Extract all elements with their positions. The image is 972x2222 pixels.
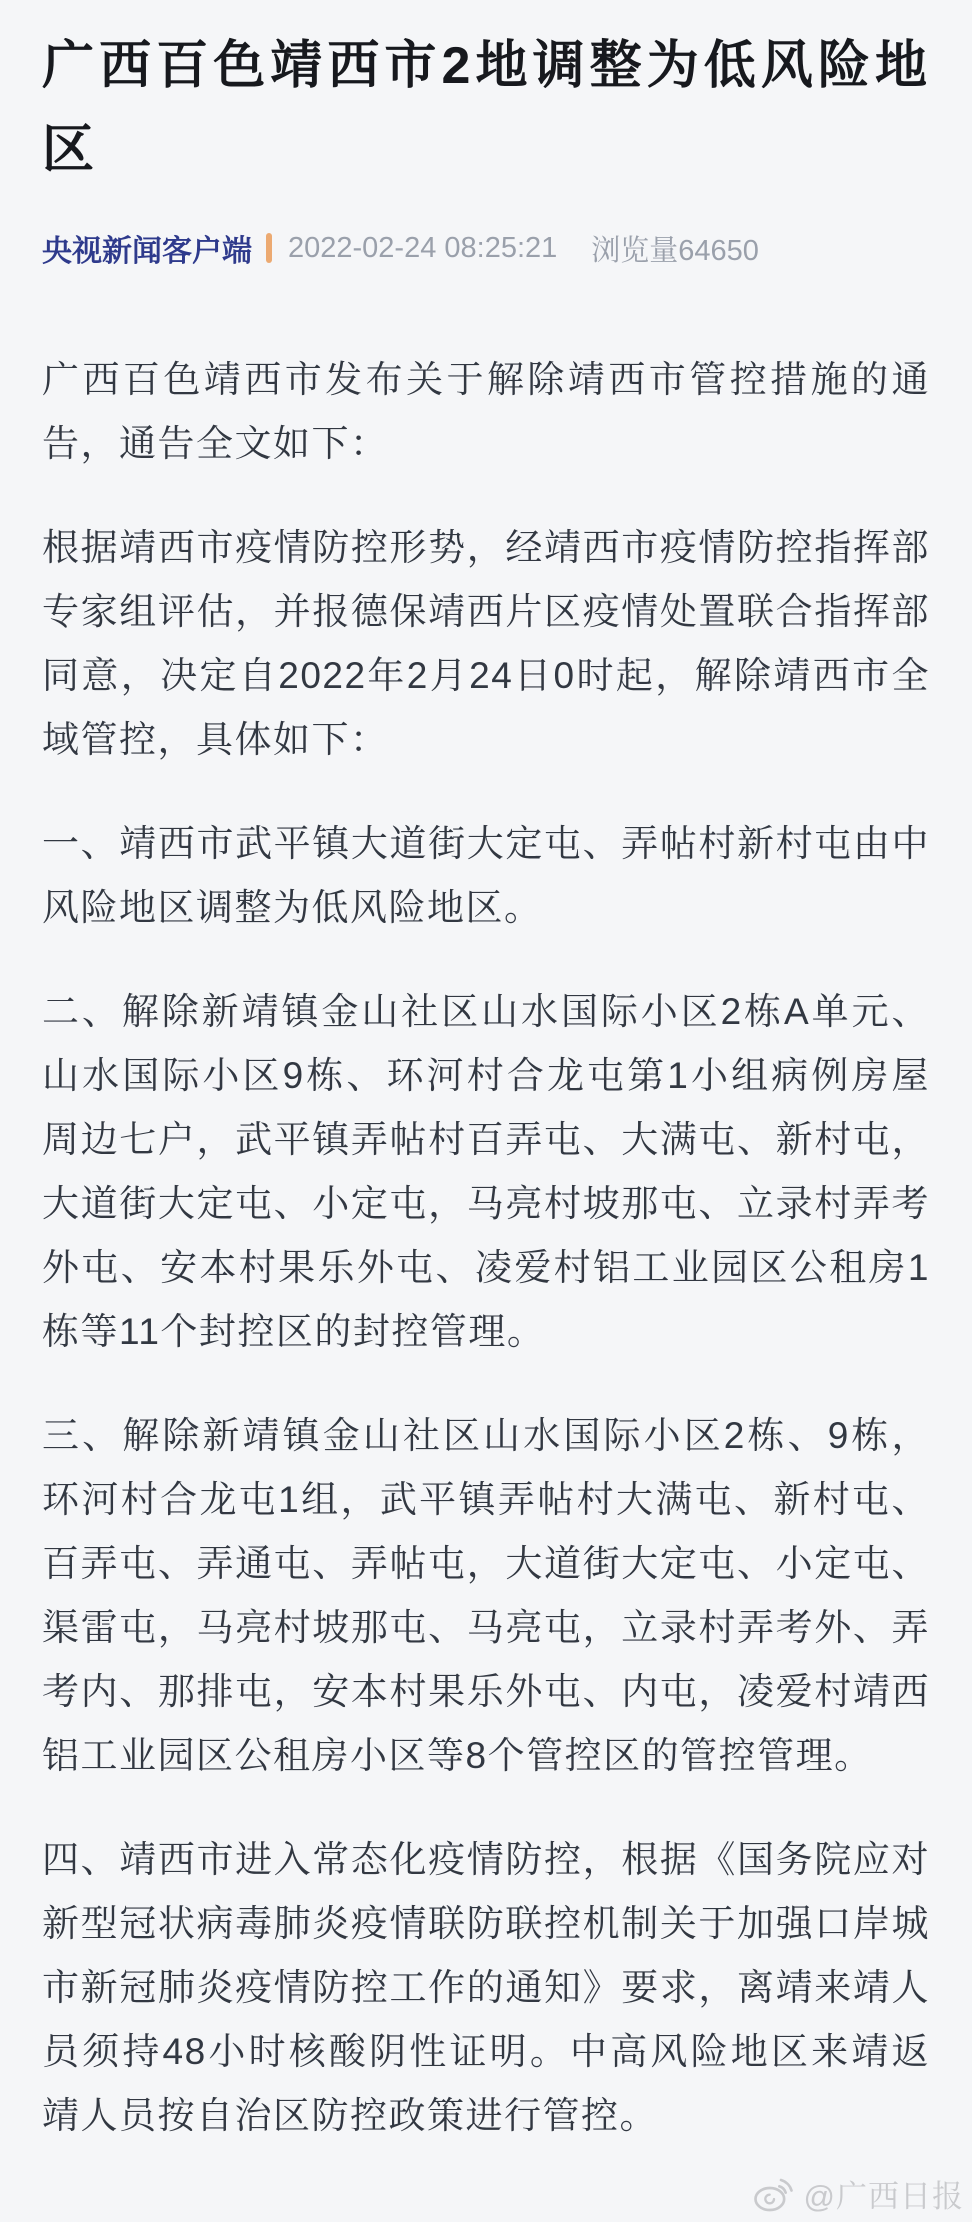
watermark-handle: @广西日报 [803, 2179, 964, 2214]
meta-separator-bar [266, 233, 272, 263]
article-body [42, 348, 930, 2148]
paragraph: 三、解除新靖镇金山社区山水国际小区2栋、9栋，环河村合龙屯1组，武平镇弄帖村大满屯、新村屯、百弄屯、弄通屯、弄帖屯，大道街大定屯、小定屯、渠雷屯，马亮村坡那屯、马亮屯，立录村弄考外、弄考内、那排屯，安本村果乐外屯、内屯，凌爱村靖西铝工业园区公租房小区等8个管控区的管控管理。 [42, 1415, 930, 1776]
article-meta [42, 226, 930, 270]
paragraph: 一、靖西市武平镇大道街大定屯、弄帖村新村屯由中风险地区调整为低风险地区。 [42, 823, 930, 928]
page-title: 广西百色靖西市2地调整为低风险地区 [42, 37, 930, 179]
source-link[interactable]: 央视新闻客户端 [42, 235, 252, 268]
article-datetime: 2022-02-24 08:25:21 [288, 231, 558, 264]
paragraph: 广西百色靖西市发布关于解除靖西市管控措施的通告，通告全文如下： [42, 359, 930, 464]
paragraph: 二、解除新靖镇金山社区山水国际小区2栋A单元、山水国际小区9栋、环河村合龙屯第1小组病例房屋周边七户，武平镇弄帖村百弄屯、大满屯、新村屯，大道街大定屯、小定屯，马亮村坡那屯、立录村弄考外屯、安本村果乐外屯、凌爱村铝工业园区公租房1栋等11个封控区的封控管理。 [42, 991, 930, 1352]
weibo-icon [752, 2174, 796, 2214]
watermark [752, 2171, 964, 2216]
paragraph: 四、靖西市进入常态化疫情防控，根据《国务院应对新型冠状病毒肺炎疫情联防联控机制关于加强口岸城市新冠肺炎疫情防控工作的通知》要求，离靖来靖人员须持48小时核酸阴性证明。中高风险地区来靖返靖人员按自治区防控政策进行管控。 [42, 1839, 930, 2136]
view-count: 浏览量64650 [591, 234, 759, 267]
paragraph: 根据靖西市疫情防控形势，经靖西市疫情防控指挥部专家组评估，并报德保靖西片区疫情处置联合指挥部同意，决定自2022年2月24日0时起，解除靖西市全域管控，具体如下： [42, 527, 930, 760]
